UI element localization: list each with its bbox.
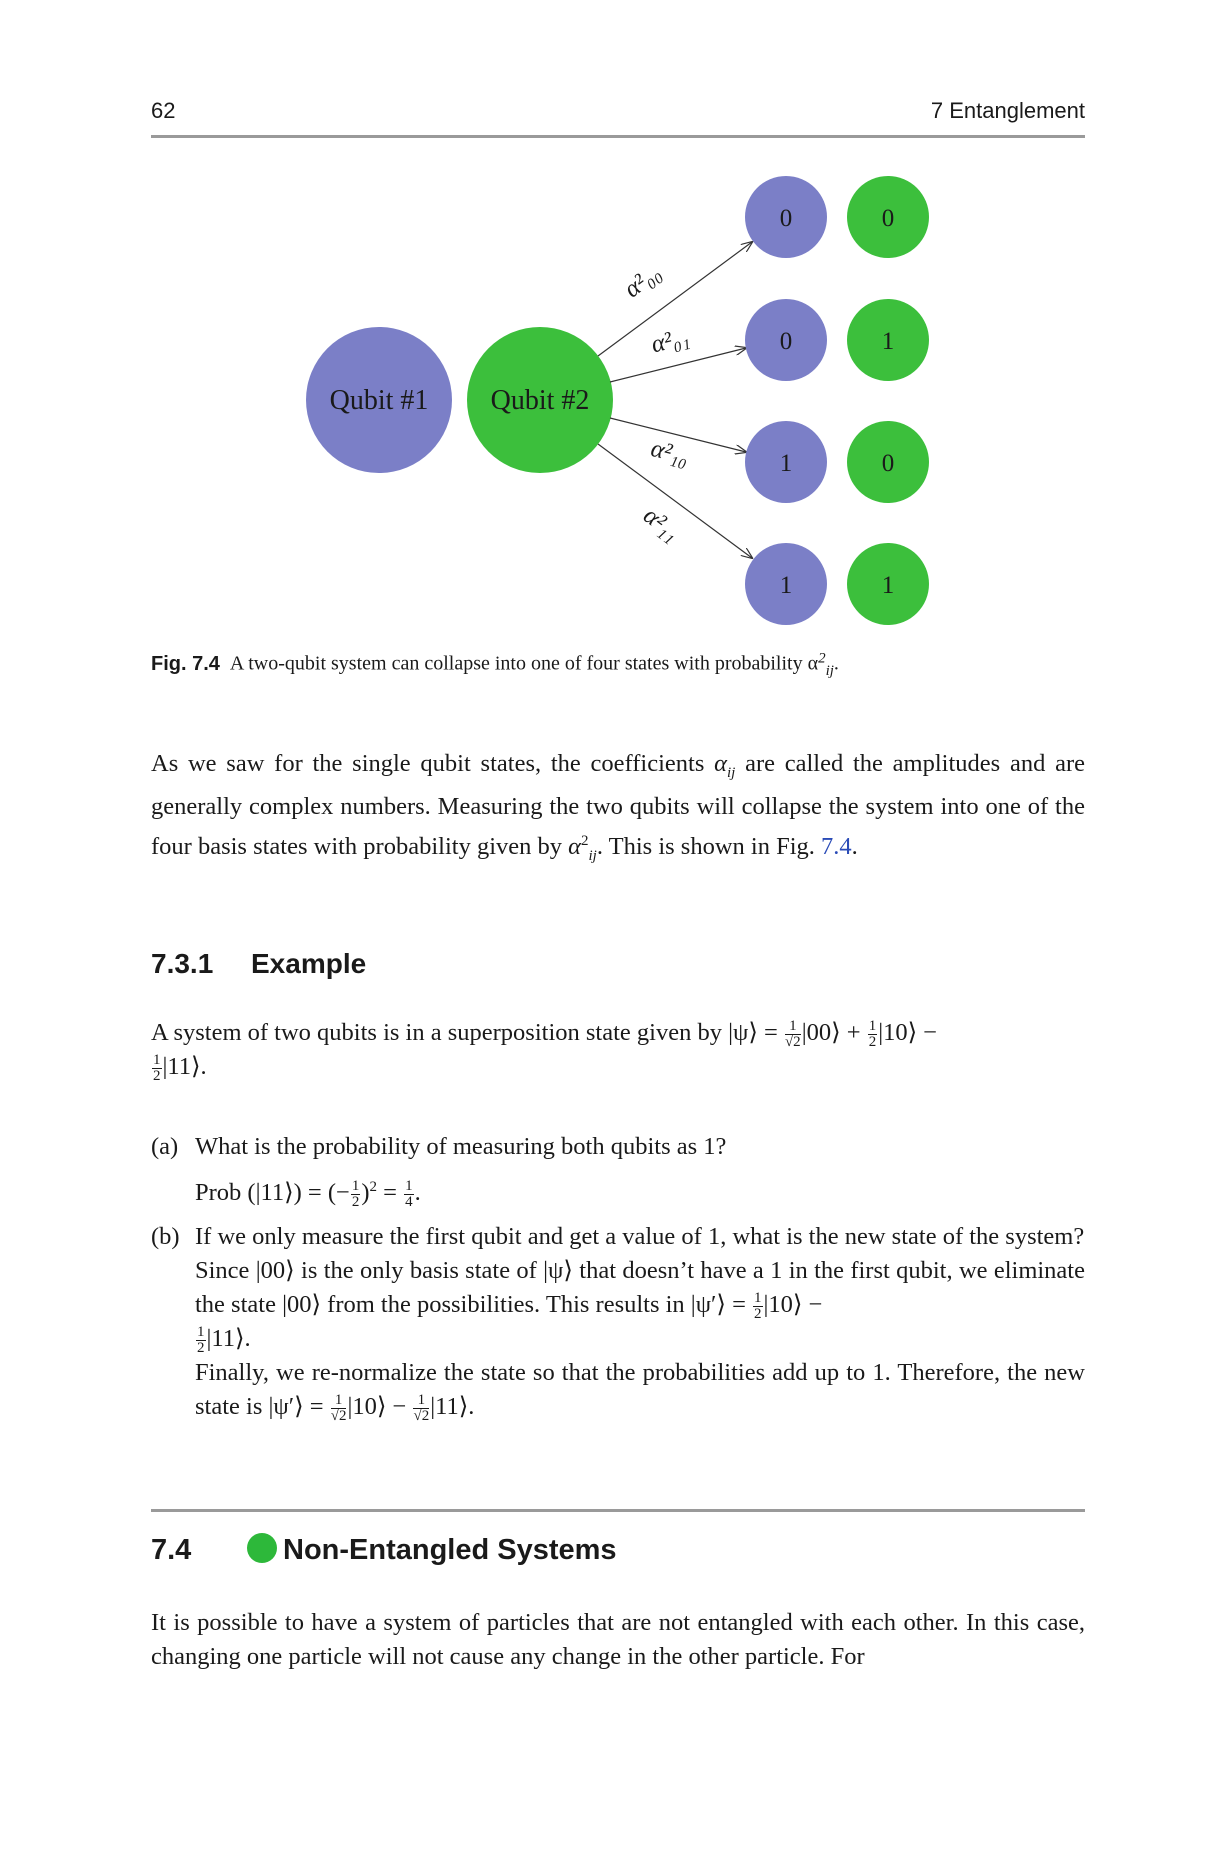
answer-a-mid: )	[361, 1179, 370, 1207]
outcome-3-second: 0	[881, 450, 895, 477]
p1-ij: ij	[727, 764, 736, 781]
p1-text-b: are called the amplitudes and are generally complex numbers. Measuring the two qubits will collapse the system into one of the four basis states with probability given by	[151, 750, 1085, 861]
section-dot-icon	[247, 1533, 277, 1563]
qubit2-label: Qubit #2	[490, 385, 590, 416]
frac-half-1: $\frac{1}{2}$	[868, 1017, 877, 1050]
outcome-3-first: 1	[779, 450, 793, 477]
p1-text-c: . This is shown in Fig.	[596, 833, 822, 861]
outcome-1-second: 0	[881, 205, 895, 232]
answer-b-part1	[195, 1254, 1085, 1356]
answer-b-line1: Since |00⟩ is the only basis state of |ψ⟩ that doesn’t have a 1 in the first qubit, we eliminate the state |00⟩ from the possibilities. This results in |ψ′⟩ =	[195, 1257, 1085, 1318]
caption-sup: 2	[818, 650, 826, 666]
ex-text-a: A system of two qubits is in a superposition state given by |ψ⟩ =	[151, 1019, 784, 1046]
caption-text: A two-qubit system can collapse into one of four states with probability α	[229, 652, 819, 675]
p1-text-a: As we saw for the single qubit states, the coefficients	[151, 750, 715, 777]
p1-alpha-2: α	[568, 833, 581, 861]
frac-sqrt-b1: $\frac{1}{√2}$	[330, 1391, 347, 1424]
section-number: 7.4	[151, 1534, 192, 1566]
answer-b-line2: |11⟩.	[206, 1325, 251, 1352]
outcome-1-first: 0	[779, 205, 793, 232]
edge-01	[610, 348, 746, 382]
edge-label-00: α²₀₀	[619, 258, 666, 304]
p1-sq: 2	[581, 832, 589, 849]
answer-b-line3: Finally, we re-normalize the state so that the probabilities add up to 1. Therefore, the new state is |ψ′⟩ =	[195, 1359, 1085, 1420]
subsection-title: Example	[251, 948, 367, 979]
frac-half-b1: $\frac{1}{2}$	[754, 1289, 762, 1322]
ex-term-1: |00⟩ +	[801, 1019, 867, 1046]
answer-a-pre: Prob (|11⟩) = (−	[195, 1179, 350, 1207]
answer-b-part2	[195, 1356, 1085, 1424]
outcome-2-second: 1	[881, 328, 895, 355]
answer-b-line3-mid: |10⟩ −	[347, 1393, 413, 1420]
question-b-label: (b)	[151, 1223, 180, 1250]
caption-sub: ij	[825, 662, 834, 679]
section-title: Non-Entangled Systems	[283, 1534, 617, 1566]
frac-half-2: $\frac{1}{2}$	[153, 1051, 161, 1084]
subsection-heading	[151, 948, 366, 980]
p1-ij-2: ij	[588, 847, 597, 864]
outcome-2-first: 0	[779, 328, 793, 355]
frac-half-a: $\frac{1}{2}$	[351, 1178, 360, 1211]
question-a-text: What is the probability of measuring both qubits as 1?	[195, 1133, 727, 1160]
answer-b-line1-end: |10⟩ −	[763, 1291, 823, 1318]
section-rule	[151, 1509, 1085, 1512]
figure-caption	[151, 650, 839, 680]
paragraph-non-entangled: It is possible to have a system of particles that are not entangled with each other. In this case, changing one particle will not cause any change in the other particle. For	[151, 1609, 1085, 1670]
frac-half-b2: $\frac{1}{2}$	[197, 1323, 205, 1356]
question-a-label: (a)	[151, 1133, 179, 1160]
ex-term-3: |11⟩.	[162, 1053, 207, 1080]
page-number: 62	[151, 98, 176, 123]
header-rule	[151, 135, 1085, 138]
frac-1-sqrt2: $\frac{1}{√2}$	[784, 1017, 801, 1050]
example-statement	[151, 1016, 1085, 1084]
edge-label-10: α²₁₀	[648, 435, 692, 471]
ex-term-2: |10⟩ −	[878, 1019, 938, 1046]
answer-a-eq: =	[377, 1179, 404, 1207]
paragraph-amplitudes	[151, 747, 1085, 873]
frac-quarter: $\frac{1}{4}$	[405, 1178, 413, 1211]
figure-qubit-collapse	[0, 160, 1221, 640]
caption-end: .	[833, 652, 839, 675]
outcome-4-second: 1	[881, 572, 895, 599]
answer-a-sq: 2	[369, 1179, 377, 1195]
edge-label-01: α²₀₁	[648, 323, 692, 359]
chapter-title: 7 Entanglement	[930, 98, 1085, 123]
edge-label-11: α²₁₁	[638, 501, 685, 547]
question-b-text: If we only measure the first qubit and get a value of 1, what is the new state of the system?	[195, 1223, 1085, 1250]
answer-b-line3-end: |11⟩.	[430, 1393, 475, 1420]
qubit1-label: Qubit #1	[329, 385, 429, 416]
caption-label: Fig. 7.4	[151, 652, 220, 675]
outcome-4-first: 1	[779, 572, 793, 599]
p1-text-d: .	[851, 833, 858, 861]
answer-a-end: .	[414, 1179, 421, 1207]
section-heading	[151, 1533, 617, 1567]
answer-a	[195, 1170, 1085, 1210]
fig-link[interactable]: 7.4	[821, 833, 852, 861]
subsection-number: 7.3.1	[151, 948, 214, 979]
frac-sqrt-b2: $\frac{1}{√2}$	[413, 1391, 430, 1424]
p1-alpha: α	[714, 750, 727, 777]
